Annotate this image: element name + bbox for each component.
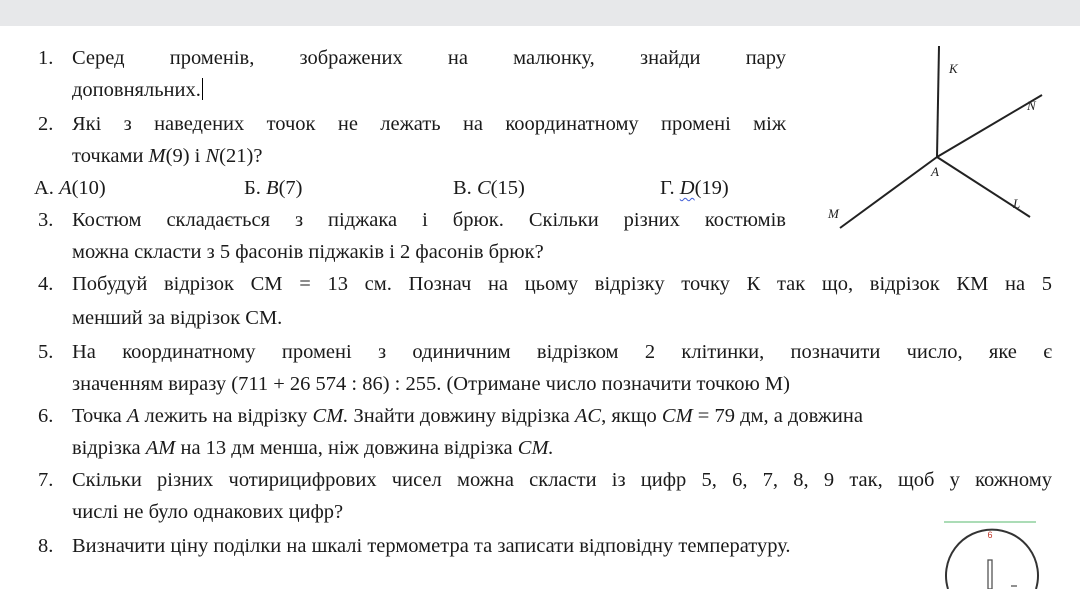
problem-text-continued: числі не було однакових цифр? [72, 501, 344, 523]
label-a: A [931, 164, 939, 179]
option-point: B [266, 177, 279, 199]
thermometer-figure [930, 518, 1050, 589]
text-cursor [202, 78, 203, 100]
problem-number: 8. [38, 535, 54, 557]
segment-name: CM [661, 405, 693, 427]
problem-number: 5. [38, 341, 54, 363]
text-fragment: лежить на відрізку [139, 405, 313, 427]
problem-text: Які з наведених точок не лежать на координатному промені між [72, 113, 786, 135]
label-n: N [1027, 98, 1036, 113]
option-prefix: Г. [660, 177, 680, 199]
text-fragment: , якщо [601, 405, 662, 427]
label-m: M [828, 206, 839, 221]
option-a [34, 174, 106, 202]
problem-text-continued: значенням виразу (711 + 26 574 : 86) : 255. (Отримане число позначити точкою М) [72, 373, 790, 395]
option-prefix: А. [34, 177, 60, 199]
problem-number: 4. [38, 273, 54, 295]
problem-text: Побудуй відрізок СМ = 13 см. Познач на цьому відрізку точку К так що, відрізок КМ на 5 [72, 273, 1052, 295]
ray-am [840, 157, 937, 228]
problem-text-continued [72, 434, 554, 462]
problem-text-continued [72, 142, 262, 170]
problem-number: 3. [38, 209, 54, 231]
problem-text: Серед променів, зображених на малюнку, знайди пару [72, 47, 786, 69]
option-value: (15) [490, 177, 525, 199]
point-name: A [126, 405, 140, 427]
option-point: D [679, 177, 695, 199]
option-prefix: В. [453, 177, 477, 199]
scale-mark: 6 [987, 530, 993, 540]
text-fragment: Точка [72, 405, 127, 427]
problem-number: 2. [38, 113, 54, 135]
rays-figure [820, 40, 1060, 240]
text-fragment: відрізка [72, 437, 146, 459]
option-point: A [59, 177, 72, 199]
problem-number: 1. [38, 47, 54, 69]
text-fragment: Знайти довжину відрізка [348, 405, 575, 427]
ray-ak [937, 46, 939, 157]
problem-number: 6. [38, 405, 54, 427]
top-toolbar-strip [0, 0, 1080, 26]
point-name: N [205, 145, 220, 167]
problem-text-fragment: доповняльних. [72, 79, 201, 101]
text-fragment: (21)? [219, 145, 263, 167]
problem-text: На координатному промені з одиничним відрізком 2 клітинки, позначити число, яке є [72, 341, 1052, 363]
problem-text-continued: менший за відрізок СМ. [72, 307, 283, 329]
point-name: M [148, 145, 166, 167]
thermometer-tube [988, 560, 992, 589]
segment-name: AM [145, 437, 176, 459]
problem-text-continued [72, 76, 203, 104]
label-k: K [949, 61, 958, 76]
option-prefix: Б. [244, 177, 267, 199]
option-value: (19) [694, 177, 729, 199]
option-c [453, 174, 525, 202]
text-fragment: = 79 дм, а довжина [692, 405, 863, 427]
problem-text: Визначити ціну поділки на шкалі термометра та записати відповідну температуру. [72, 535, 791, 557]
option-value: (7) [278, 177, 303, 199]
problem-text: Костюм складається з піджака і брюк. Скільки різних костюмів [72, 209, 786, 231]
option-d [660, 174, 729, 202]
segment-name: CM. [517, 437, 554, 459]
problem-text [72, 402, 863, 430]
problem-number: 7. [38, 469, 54, 491]
text-fragment: (9) і [165, 145, 206, 167]
option-value: (10) [71, 177, 106, 199]
option-b [244, 174, 302, 202]
text-fragment: на 13 дм менша, ніж довжина відрізка [175, 437, 518, 459]
option-point: C [476, 177, 491, 199]
label-l: L [1013, 196, 1021, 211]
segment-name: CM. [312, 405, 349, 427]
problem-text: Скільки різних чотирицифрових чисел можна скласти із цифр 5, 6, 7, 8, 9 так, щоб у кожному [72, 469, 1052, 491]
problem-text-continued: можна скласти з 5 фасонів піджаків і 2 фасонів брюк? [72, 241, 544, 263]
text-fragment: точками [72, 145, 149, 167]
segment-name: AC [574, 405, 602, 427]
